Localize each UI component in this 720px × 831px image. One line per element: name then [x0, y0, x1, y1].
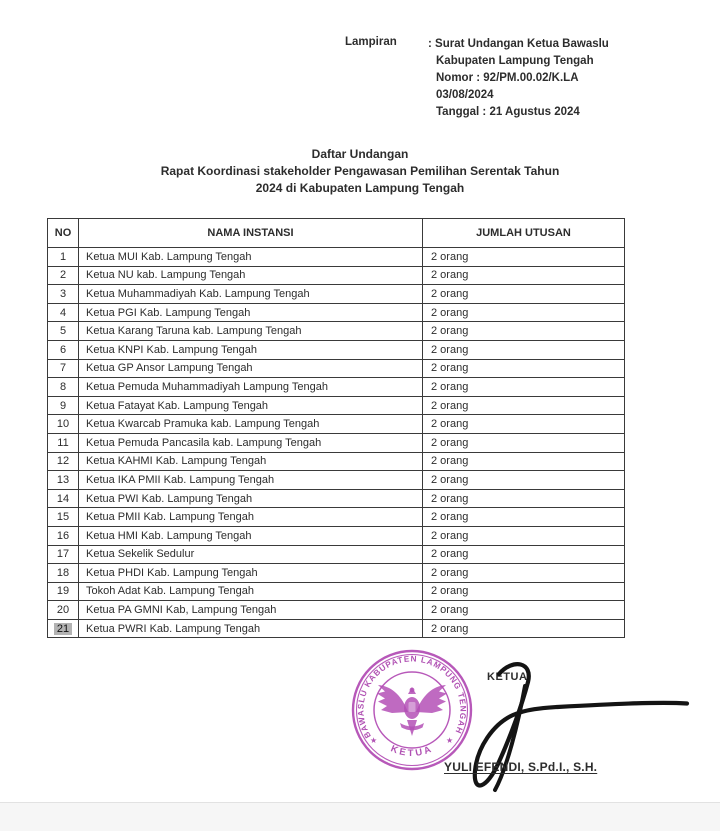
- cell-nama-instansi: Ketua Kwarcab Pramuka kab. Lampung Tengah: [79, 415, 423, 434]
- cell-jumlah-utusan: 2 orang: [423, 322, 625, 341]
- lampiran-line: Kabupaten Lampung Tengah: [436, 55, 594, 67]
- cell-jumlah-utusan: 2 orang: [423, 619, 625, 638]
- cell-jumlah-utusan: 2 orang: [423, 285, 625, 304]
- cell-jumlah-utusan: 2 orang: [423, 508, 625, 527]
- table-row: [48, 619, 625, 638]
- table-row: [48, 303, 625, 322]
- cell-nama-instansi: Ketua KAHMI Kab. Lampung Tengah: [79, 452, 423, 471]
- cell-no: 5: [48, 322, 79, 341]
- table-row: [48, 508, 625, 527]
- cell-nama-instansi: Ketua HMI Kab. Lampung Tengah: [79, 526, 423, 545]
- table-body: [48, 248, 625, 638]
- table-row: [48, 415, 625, 434]
- header-no: NO: [48, 219, 79, 248]
- table-row: [48, 601, 625, 620]
- cell-nama-instansi: Ketua Sekelik Sedulur: [79, 545, 423, 564]
- cell-no: 13: [48, 471, 79, 490]
- cell-jumlah-utusan: 2 orang: [423, 564, 625, 583]
- cell-nama-instansi: Ketua PMII Kab. Lampung Tengah: [79, 508, 423, 527]
- table-row: [48, 266, 625, 285]
- cell-nama-instansi: Ketua Pemuda Muhammadiyah Lampung Tengah: [79, 378, 423, 397]
- table-row: [48, 452, 625, 471]
- cell-nama-instansi: Ketua Fatayat Kab. Lampung Tengah: [79, 396, 423, 415]
- table-row: [48, 582, 625, 601]
- title-line-2: Rapat Koordinasi stakeholder Pengawasan Pemilihan Serentak Tahun: [160, 164, 560, 178]
- header-nama-instansi: NAMA INSTANSI: [79, 219, 423, 248]
- table-row: [48, 340, 625, 359]
- table-row: [48, 248, 625, 267]
- table-row: [48, 489, 625, 508]
- cell-no: 3: [48, 285, 79, 304]
- cell-nama-instansi: Ketua Pemuda Pancasila kab. Lampung Tengah: [79, 433, 423, 452]
- stamp-ring-text: BAWASLU KABUPATEN LAMPUNG TENGAH: [356, 654, 468, 740]
- table-row: [48, 285, 625, 304]
- table-row: [48, 433, 625, 452]
- cell-nama-instansi: Tokoh Adat Kab. Lampung Tengah: [79, 582, 423, 601]
- cell-jumlah-utusan: 2 orang: [423, 433, 625, 452]
- signatory-role-label: KETUA: [487, 671, 528, 683]
- cell-no: 10: [48, 415, 79, 434]
- cell-no: 17: [48, 545, 79, 564]
- cell-jumlah-utusan: 2 orang: [423, 601, 625, 620]
- cell-no: 7: [48, 359, 79, 378]
- table-row: [48, 564, 625, 583]
- table-row: [48, 378, 625, 397]
- table-row: [48, 545, 625, 564]
- title-line-1: Daftar Undangan: [311, 147, 409, 161]
- table-row: [48, 526, 625, 545]
- cell-no: 1: [48, 248, 79, 267]
- highlighted-row-number: 21: [54, 623, 72, 635]
- table-row: [48, 322, 625, 341]
- cell-jumlah-utusan: 2 orang: [423, 582, 625, 601]
- lampiran-value-block: [428, 36, 609, 121]
- cell-jumlah-utusan: 2 orang: [423, 248, 625, 267]
- cell-jumlah-utusan: 2 orang: [423, 359, 625, 378]
- invitees-table: [47, 218, 625, 638]
- cell-jumlah-utusan: 2 orang: [423, 378, 625, 397]
- cell-jumlah-utusan: 2 orang: [423, 545, 625, 564]
- cell-jumlah-utusan: 2 orang: [423, 340, 625, 359]
- table-row: [48, 396, 625, 415]
- cell-nama-instansi: Ketua NU kab. Lampung Tengah: [79, 266, 423, 285]
- viewer-background-strip: [0, 802, 720, 831]
- cell-nama-instansi: Ketua PHDI Kab. Lampung Tengah: [79, 564, 423, 583]
- lampiran-line: Nomor : 92/PM.00.02/K.LA: [436, 72, 579, 84]
- cell-nama-instansi: Ketua KNPI Kab. Lampung Tengah: [79, 340, 423, 359]
- cell-no: 9: [48, 396, 79, 415]
- cell-no: 19: [48, 582, 79, 601]
- cell-no: 20: [48, 601, 79, 620]
- stamp-star-left: ★: [370, 736, 378, 745]
- cell-no: 11: [48, 433, 79, 452]
- cell-jumlah-utusan: 2 orang: [423, 415, 625, 434]
- cell-no: 14: [48, 489, 79, 508]
- signatory-name: YULI EFENDI, S.Pd.I., S.H.: [444, 760, 598, 774]
- cell-jumlah-utusan: 2 orang: [423, 303, 625, 322]
- cell-no: 12: [48, 452, 79, 471]
- lampiran-line: : Surat Undangan Ketua Bawaslu: [428, 38, 609, 50]
- document-title: [0, 146, 720, 197]
- table-header-row: [48, 219, 625, 248]
- cell-nama-instansi: Ketua MUI Kab. Lampung Tengah: [79, 248, 423, 267]
- lampiran-line: 03/08/2024: [436, 89, 494, 101]
- cell-no: 8: [48, 378, 79, 397]
- cell-nama-instansi: Ketua PGI Kab. Lampung Tengah: [79, 303, 423, 322]
- cell-jumlah-utusan: 2 orang: [423, 396, 625, 415]
- stamp-bottom-text: KETUA: [388, 743, 436, 760]
- cell-nama-instansi: Ketua PA GMNI Kab, Lampung Tengah: [79, 601, 423, 620]
- table-row: [48, 471, 625, 490]
- cell-jumlah-utusan: 2 orang: [423, 471, 625, 490]
- cell-jumlah-utusan: 2 orang: [423, 526, 625, 545]
- table-row: [48, 359, 625, 378]
- cell-jumlah-utusan: 2 orang: [423, 452, 625, 471]
- cell-no: 4: [48, 303, 79, 322]
- cell-no: [48, 619, 79, 638]
- cell-no: 18: [48, 564, 79, 583]
- cell-nama-instansi: Ketua PWI Kab. Lampung Tengah: [79, 489, 423, 508]
- cell-nama-instansi: Ketua IKA PMII Kab. Lampung Tengah: [79, 471, 423, 490]
- cell-no: 2: [48, 266, 79, 285]
- cell-no: 6: [48, 340, 79, 359]
- cell-nama-instansi: Ketua PWRI Kab. Lampung Tengah: [79, 619, 423, 638]
- title-line-3: 2024 di Kabupaten Lampung Tengah: [255, 181, 465, 195]
- cell-jumlah-utusan: 2 orang: [423, 489, 625, 508]
- cell-nama-instansi: Ketua Muhammadiyah Kab. Lampung Tengah: [79, 285, 423, 304]
- cell-jumlah-utusan: 2 orang: [423, 266, 625, 285]
- cell-nama-instansi: Ketua GP Ansor Lampung Tengah: [79, 359, 423, 378]
- cell-nama-instansi: Ketua Karang Taruna kab. Lampung Tengah: [79, 322, 423, 341]
- handwritten-signature-icon: [413, 658, 698, 798]
- cell-no: 15: [48, 508, 79, 527]
- cell-no: 16: [48, 526, 79, 545]
- header-jumlah-utusan: JUMLAH UTUSAN: [423, 219, 625, 248]
- lampiran-line: Tanggal : 21 Agustus 2024: [436, 106, 580, 118]
- lampiran-label: Lampiran: [345, 36, 397, 48]
- stamp-star-right: ★: [446, 736, 454, 745]
